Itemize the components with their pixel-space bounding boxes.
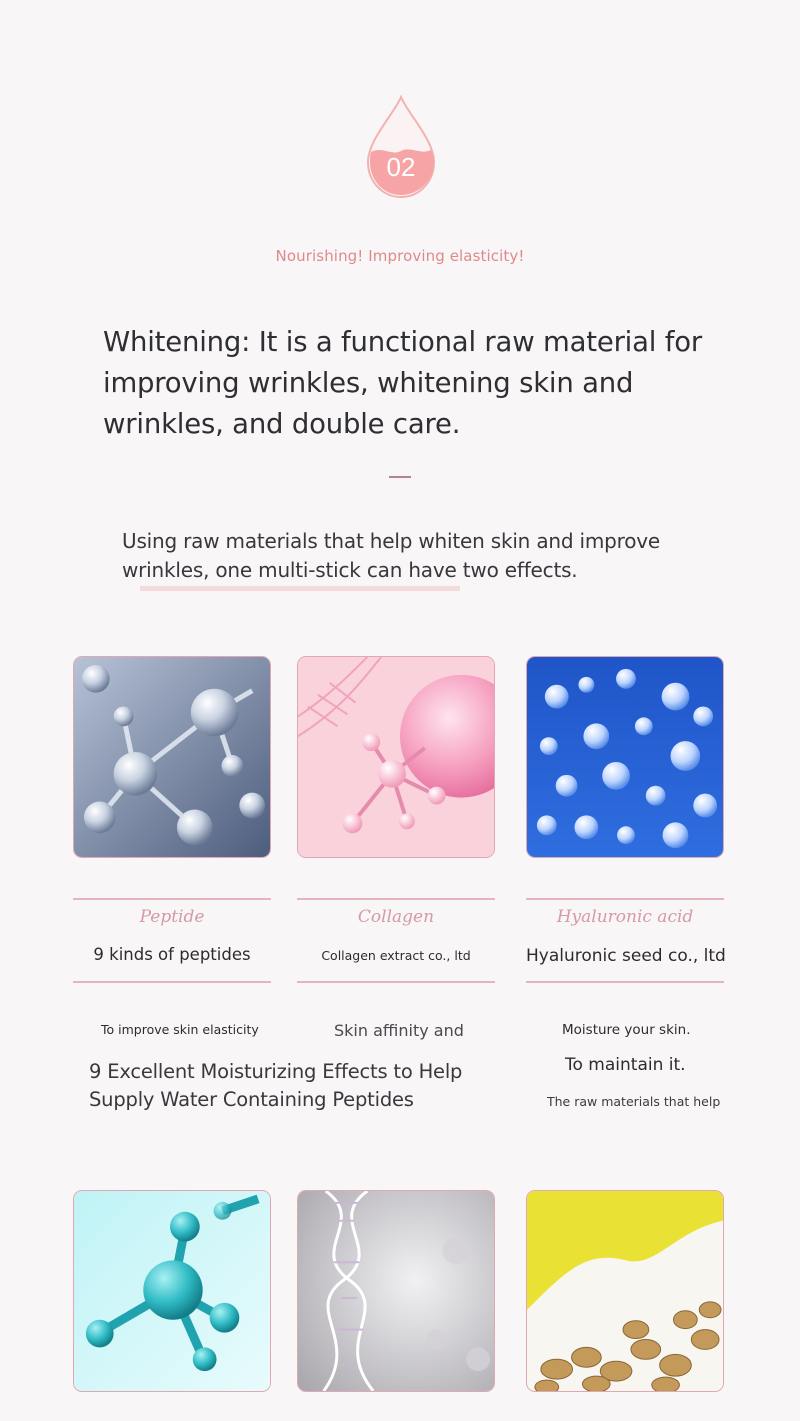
water-drop-badge bbox=[364, 94, 438, 202]
ingredient-source-collagen: Collagen extract co., ltd bbox=[321, 948, 471, 963]
subline: Using raw materials that help whiten skin and improve wrinkles, one multi-stick can have two effects. bbox=[122, 529, 660, 582]
divider-line bbox=[73, 981, 271, 983]
seeds-cream-image bbox=[526, 1190, 724, 1392]
divider-line bbox=[73, 898, 271, 900]
headline: Whitening: It is a functional raw material for improving wrinkles, whitening skin and wrinkles, and double care. bbox=[103, 326, 702, 440]
ingredient-source-peptide: 9 kinds of peptides bbox=[93, 945, 251, 964]
divider-line bbox=[526, 981, 724, 983]
hyaluronic-note: Moisture your skin. bbox=[562, 1022, 691, 1038]
badge-number: 02 bbox=[386, 152, 416, 182]
divider-line bbox=[297, 898, 495, 900]
peptide-note: To improve skin elasticity bbox=[101, 1022, 259, 1037]
hyaluronic-droplets-image bbox=[526, 656, 724, 858]
collagen-note: Skin affinity and bbox=[334, 1021, 464, 1040]
teal-molecule-image bbox=[73, 1190, 271, 1392]
divider-dash bbox=[389, 476, 411, 478]
ingredient-source-hyaluronic: Hyaluronic seed co., ltd bbox=[526, 946, 726, 966]
ingredient-name-collagen: Collagen bbox=[357, 907, 435, 927]
peptide-molecule-image bbox=[73, 656, 271, 858]
ingredient-name-hyaluronic: Hyaluronic acid bbox=[556, 907, 694, 927]
hyaluronic-note-3: The raw materials that help bbox=[547, 1094, 721, 1109]
subline-highlight bbox=[140, 586, 460, 591]
divider-line bbox=[297, 981, 495, 983]
water-drop-icon bbox=[364, 94, 438, 202]
dna-helix-image bbox=[297, 1190, 495, 1392]
peptide-description: 9 Excellent Moisturizing Effects to Help Supply Water Containing Peptides bbox=[89, 1060, 463, 1111]
ingredient-name-peptide: Peptide bbox=[139, 907, 205, 927]
divider-line bbox=[526, 898, 724, 900]
collagen-molecule-image bbox=[297, 656, 495, 858]
tagline: Nourishing! Improving elasticity! bbox=[275, 247, 525, 265]
hyaluronic-note-2: To maintain it. bbox=[565, 1055, 686, 1075]
